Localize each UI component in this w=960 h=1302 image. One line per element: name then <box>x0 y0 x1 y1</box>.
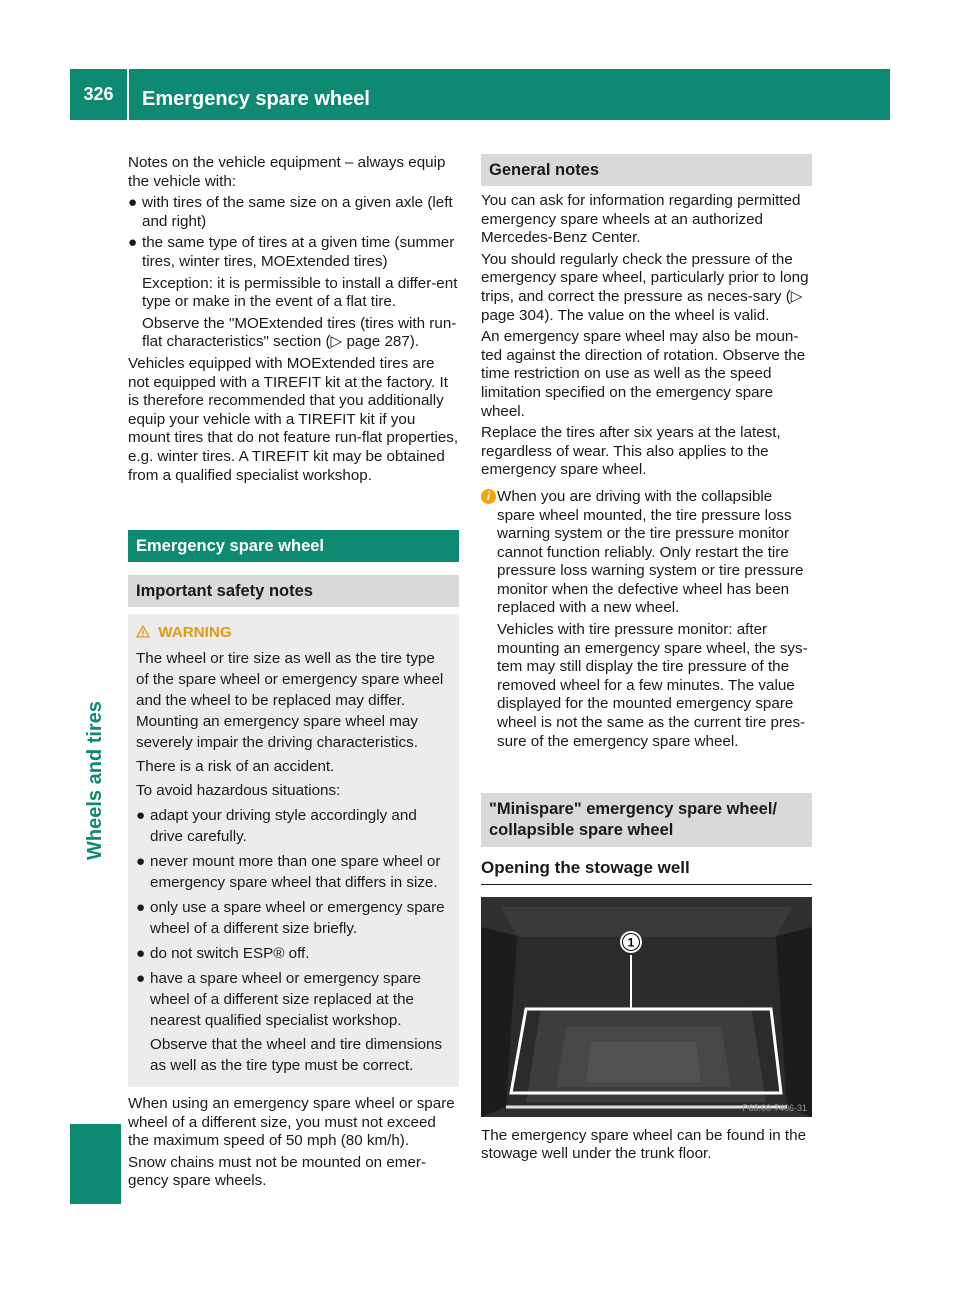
list-item-text: with tires of the same size on a given axle (left and right) <box>142 194 453 230</box>
list-item: ● only use a spare wheel or emergency spare wheel of a different size briefly. <box>136 899 445 938</box>
list-item: ● do not switch ESP® off. <box>136 945 310 963</box>
list-item-text: the same type of tires at a given time (summer tires, winter tires, MOExtended tires) <box>142 234 455 270</box>
warning-paragraph: There is a risk of an accident. <box>136 758 335 776</box>
exception-paragraph: Exception: it is permissible to install a differ-ent type or make in the event of a flat tire. <box>142 274 458 311</box>
warning-triangle-icon <box>136 624 154 641</box>
general-paragraph: Replace the tires after six years at the latest, regardless of wear. This also applies to the emergency spare wheel. <box>481 424 781 479</box>
warning-paragraph: The wheel or tire size as well as the tire type of the spare wheel or emergency spare wheel and the wheel to be replaced may differ. Mounting an emergency spare wheel may severely impair the driving characteristics. <box>136 650 444 752</box>
list-item: ● the same type of tires at a given time (summer tires, winter tires, MOExtended tires) <box>128 234 455 270</box>
list-item-text: only use a spare wheel or emergency spare wheel of a different size briefly. <box>150 899 445 938</box>
subsection-heading: Opening the stowage well <box>481 859 812 885</box>
header-divider <box>127 69 129 120</box>
warning-heading <box>136 622 451 643</box>
list-item: ● with tires of the same size on a given axle (left and right) <box>128 194 453 230</box>
section-heading: Emergency spare wheel <box>128 530 459 562</box>
left-column <box>128 154 459 1194</box>
side-tab-label: Wheels and tires <box>84 701 106 860</box>
info-icon: i <box>481 489 496 504</box>
list-item-text: do not switch ESP® off. <box>150 945 310 963</box>
section-heading: "Minispare" emergency spare wheel/ collapsible spare wheel <box>481 793 812 847</box>
chains-paragraph: Snow chains must not be mounted on emer-gency spare wheels. <box>128 1153 427 1190</box>
page-number: 326 <box>83 84 114 104</box>
general-paragraph: You can ask for information regarding permitted emergency spare wheels at an authorized Mercedes-Benz Center. <box>481 192 801 247</box>
callout-number: 1 <box>627 935 635 950</box>
list-item-text: have a spare wheel or emergency spare wheel of a different size replaced at the nearest qualified specialist workshop. <box>150 970 421 1030</box>
info-paragraph: When you are driving with the collapsible spare wheel mounted, the tire pressure loss warning system or the tire pressure monitor cannot function reliably. Only restart the tire pressure loss warning system or tire pressure monitor when the defective wheel has been replaced with a new wheel. <box>497 487 804 617</box>
side-tab-marker <box>70 1124 121 1204</box>
speed-paragraph: When using an emergency spare wheel or spare wheel of a different size, you must not exceed the maximum speed of 50 mph (80 km/h). <box>128 1095 455 1150</box>
section-heading: General notes <box>481 154 812 186</box>
observe-paragraph: Observe the "MOExtended tires (tires with run-flat characteristics" section (▷ page 287). <box>142 314 457 351</box>
warning-box <box>128 614 459 1087</box>
photo-code: P68.00-7406-31 <box>742 1102 807 1113</box>
right-column <box>481 154 812 1167</box>
warning-title: WARNING <box>158 624 232 642</box>
subsection-heading: Important safety notes <box>128 575 459 607</box>
list-item-text: adapt your driving style accordingly and drive carefully. <box>150 807 417 846</box>
intro-paragraph: Notes on the vehicle equipment – always equip the vehicle with: <box>128 154 446 190</box>
stowage-well-photo <box>481 897 812 1117</box>
info-note <box>481 488 812 751</box>
page-title: Emergency spare wheel <box>142 88 370 110</box>
list-item: ● adapt your driving style accordingly and drive carefully. <box>136 807 417 846</box>
info-paragraph: Vehicles with tire pressure monitor: after mounting an emergency spare wheel, the sys-tem may still display the tire pressure of the removed wheel for a few minutes. The value displayed for the mounted emergency spare wheel is not the same as the current tire pres-sure of the emergency spare wheel. <box>497 621 808 750</box>
photo-caption: The emergency spare wheel can be found in the stowage well under the trunk floor. <box>481 1126 807 1163</box>
list-item-text: never mount more than one spare wheel or emergency spare wheel that differs in size. <box>150 853 441 892</box>
warning-paragraph: To avoid hazardous situations: <box>136 782 341 800</box>
general-paragraph: An emergency spare wheel may also be moun-ted against the direction of rotation. Observe the time restriction on use as well as the speed limitation specified on the emergency spare wheel. <box>481 328 806 420</box>
moextended-paragraph: Vehicles equipped with MOExtended tires are not equipped with a TIREFIT kit at the factory. It is therefore recommended that you additionally equip your vehicle with a TIREFIT kit if you mount tires that do not feature run-flat properties, e.g. winter tires. A TIREFIT kit may be obtained from a qualified specialist workshop. <box>128 354 459 484</box>
general-paragraph: You should regularly check the pressure of the emergency spare wheel, particularly prior to long trips, and correct the pressure as neces-sary (▷ page 304). The value on the wheel is valid. <box>481 250 809 324</box>
list-item: ● have a spare wheel or emergency spare wheel of a different size replaced at the nearest qualified specialist workshop. <box>136 970 421 1030</box>
list-item: ● never mount more than one spare wheel or emergency spare wheel that differs in size. <box>136 853 441 892</box>
warning-paragraph: Observe that the wheel and tire dimensions as well as the tire type must be correct. <box>150 1036 443 1075</box>
side-tab <box>70 560 121 860</box>
